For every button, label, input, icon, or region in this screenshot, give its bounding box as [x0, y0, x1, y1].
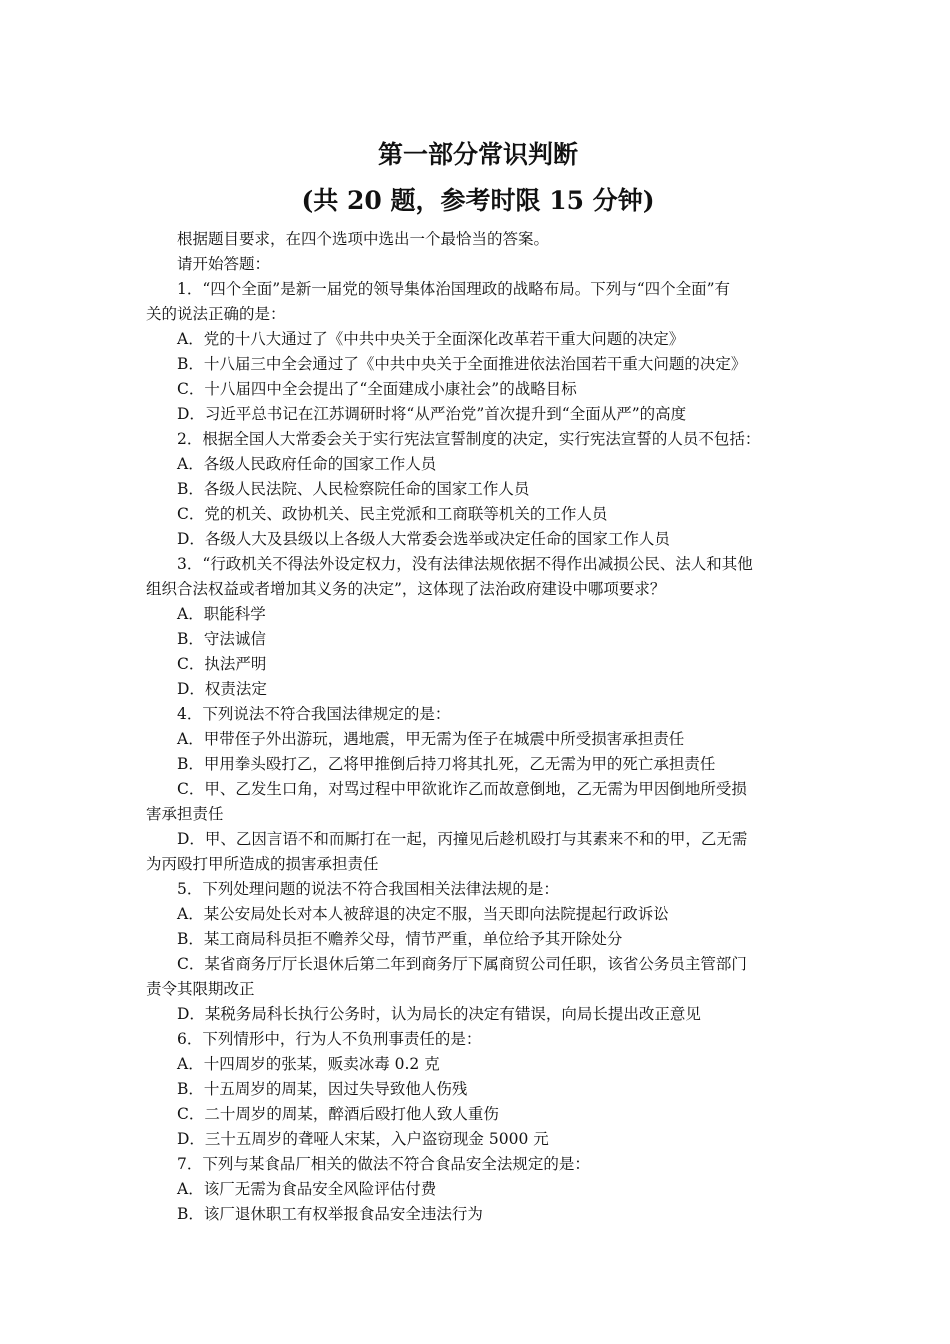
text-line: 1．“四个全面”是新一届党的领导集体治国理政的战略布局。下列与“四个全面”有: [177, 280, 731, 298]
text-line: 2．根据全国人大常委会关于实行宪法宣誓制度的决定，实行宪法宣誓的人员不包括：: [177, 430, 761, 448]
text-line: C．二十周岁的周某，醉酒后殴打他人致人重伤: [177, 1105, 499, 1123]
section-title: 第一部分常识判断: [377, 140, 578, 169]
text-line: 为丙殴打甲所造成的损害承担责任: [146, 855, 379, 873]
text-line: A．职能科学: [177, 605, 266, 623]
text-line: 害承担责任: [146, 805, 224, 823]
text-line: C．执法严明: [177, 655, 267, 673]
text-line: 根据题目要求，在四个选项中选出一个最恰当的答案。: [177, 230, 550, 248]
text-line: 请开始答题：: [177, 255, 271, 273]
text-line: 关的说法正确的是：: [146, 305, 286, 323]
text-line: A．各级人民政府任命的国家工作人员: [177, 455, 437, 473]
text-line: B．某工商局科员拒不赡养父母，情节严重，单位给予其开除处分: [177, 930, 623, 948]
text-line: A．甲带侄子外出游玩，遇地震，甲无需为侄子在城震中所受损害承担责任: [177, 730, 685, 748]
text-line: 责令其限期改正: [146, 980, 255, 998]
text-line: D．某税务局科长执行公务时，认为局长的决定有错误，向局长提出改正意见: [177, 1005, 701, 1023]
text-line: A．党的十八大通过了《中共中央关于全面深化改革若干重大问题的决定》: [177, 330, 685, 348]
text-line: A．该厂无需为食品安全风险评估付费: [177, 1180, 437, 1198]
text-line: D．三十五周岁的聋哑人宋某，入户盗窃现金 5000 元: [177, 1130, 549, 1148]
text-line: 6．下列情形中，行为人不负刑事责任的是：: [177, 1030, 482, 1048]
text-line: D．权责法定: [177, 680, 267, 698]
text-line: D．甲、乙因言语不和而厮打在一起，丙撞见后趁机殴打与其素来不和的甲，乙无需: [177, 830, 748, 848]
text-line: 组织合法权益或者增加其义务的决定”，这体现了法治政府建设中哪项要求？: [146, 580, 666, 598]
text-line: B．各级人民法院、人民检察院任命的国家工作人员: [177, 480, 530, 498]
text-line: C．十八届四中全会提出了“全面建成小康社会”的战略目标: [177, 380, 577, 398]
section-subtitle: (共 20 题，参考时限 15 分钟): [301, 186, 655, 215]
text-line: B．该厂退休职工有权举报食品安全违法行为: [177, 1205, 483, 1223]
text-line: B．十五周岁的周某，因过失导致他人伤残: [177, 1080, 468, 1098]
text-line: 3．“行政机关不得法外设定权力，没有法律法规依据不得作出减损公民、法人和其他: [177, 555, 753, 573]
text-line: A．十四周岁的张某，贩卖冰毒 0.2 克: [177, 1055, 440, 1073]
text-line: C．党的机关、政协机关、民主党派和工商联等机关的工作人员: [177, 505, 608, 523]
text-line: 4．下列说法不符合我国法律规定的是：: [177, 705, 451, 723]
text-line: C．某省商务厅厅长退休后第二年到商务厅下属商贸公司任职，该省公务员主管部门: [177, 955, 747, 973]
question-list: [146, 227, 810, 1227]
text-line: B．甲用拳头殴打乙，乙将甲推倒后持刀将其扎死，乙无需为甲的死亡承担责任: [177, 755, 716, 773]
text-line: B．十八届三中全会通过了《中共中央关于全面推进依法治国若干重大问题的决定》: [177, 355, 747, 373]
text-line: D．各级人大及县级以上各级人大常委会选举或决定任命的国家工作人员: [177, 530, 670, 548]
text-line: B．守法诚信: [177, 630, 266, 648]
text-line: 5．下列处理问题的说法不符合我国相关法律法规的是：: [177, 880, 559, 898]
text-line: A．某公安局处长对本人被辞退的决定不服，当天即向法院提起行政诉讼: [177, 905, 669, 923]
text-line: D．习近平总书记在江苏调研时将“从严治党”首次提升到“全面从严”的高度: [177, 405, 687, 423]
text-line: 7．下列与某食品厂相关的做法不符合食品安全法规定的是：: [177, 1155, 590, 1173]
text-line: C．甲、乙发生口角，对骂过程中甲欲讹诈乙而故意倒地，乙无需为甲因倒地所受损: [177, 780, 747, 798]
document-page: [146, 132, 810, 1227]
